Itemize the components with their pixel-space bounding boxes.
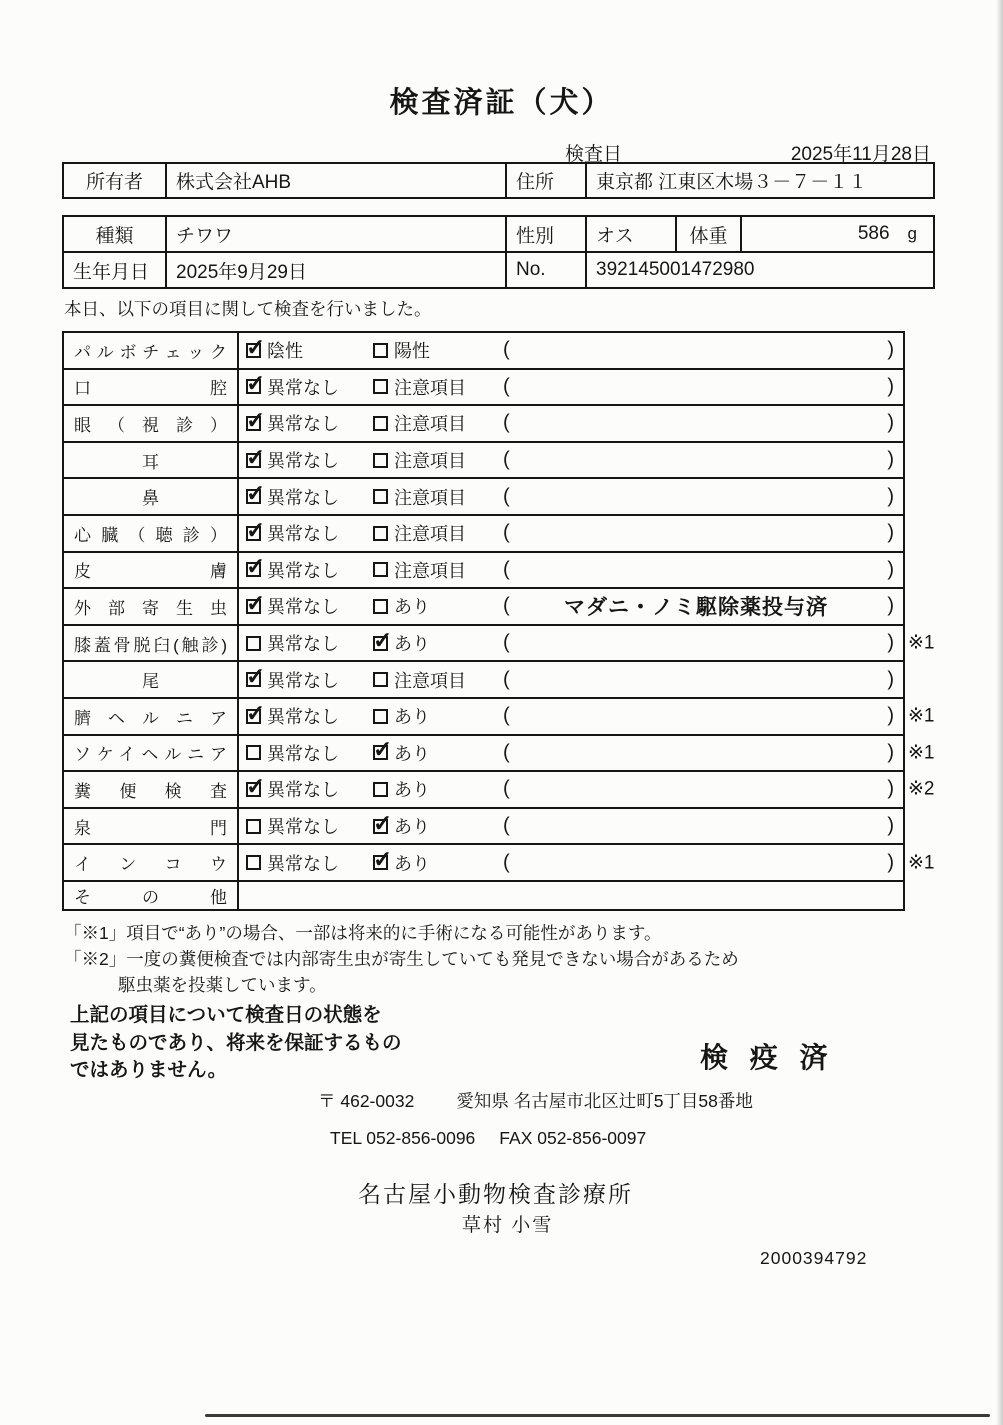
row-option-1 <box>246 447 339 473</box>
paren-close: ) <box>887 558 894 581</box>
disclaimer-line: ではありません。 <box>70 1059 228 1081</box>
option1-label: 異常なし <box>267 707 339 728</box>
option2-checkbox <box>373 453 388 468</box>
item-label-text: 外部寄生虫 <box>74 598 227 618</box>
item-result-cell <box>239 443 903 478</box>
address-value: 東京都 江東区木場３－７－１１ <box>596 172 868 193</box>
disclaimer-line: 上記の項目について検査日の状態を <box>70 1004 382 1026</box>
item-label-text: 鼻 <box>142 489 159 509</box>
type-label: 種類 <box>64 217 167 251</box>
option1-checkbox <box>246 672 261 687</box>
option1-checkbox <box>246 745 261 760</box>
option2-label: あり <box>394 634 430 655</box>
option2-label: あり <box>394 853 430 874</box>
paren-close: ) <box>887 851 894 874</box>
option1-checkbox <box>246 453 261 468</box>
paren-close: ) <box>887 411 894 434</box>
item-label-cell <box>64 845 239 880</box>
option1-checkbox <box>246 636 261 651</box>
option2-checkbox <box>373 636 388 651</box>
option2-checkbox <box>373 745 388 760</box>
item-label-text: パルボチェック <box>74 342 227 362</box>
item-result-cell <box>239 882 903 909</box>
option1-checkbox <box>246 782 261 797</box>
item-result-cell <box>239 553 903 588</box>
option1-checkbox <box>246 416 261 431</box>
no-label: No. <box>507 253 587 287</box>
option1-label: 異常なし <box>267 451 339 472</box>
row-option-2 <box>373 374 466 400</box>
paren-close: ) <box>887 448 894 471</box>
item-result-cell <box>239 370 903 405</box>
item-label-cell <box>64 516 239 551</box>
item-label-cell <box>64 699 239 734</box>
animal-table-row-1 <box>64 217 933 253</box>
paren-open: ( <box>503 631 510 654</box>
clinic-postal-code: 〒 462-0032 <box>318 1091 415 1111</box>
sex-value: オス <box>587 217 677 251</box>
row-option-1 <box>246 703 339 729</box>
row-footnote-mark: ※1 <box>908 705 935 727</box>
owner-table <box>62 162 935 199</box>
inspection-table-row <box>62 772 935 809</box>
paren-close: ) <box>887 338 894 361</box>
option2-label: あり <box>394 817 430 838</box>
inspection-table <box>62 331 935 911</box>
inspection-table-row <box>62 406 905 443</box>
row-option-2 <box>373 520 466 546</box>
row-option-2 <box>373 557 466 583</box>
sex-label: 性別 <box>507 217 587 251</box>
option1-label: 異常なし <box>267 853 339 874</box>
item-label-text: 臍ヘルニア <box>74 708 227 728</box>
veterinarian-name: 草村 小雪 <box>462 1215 554 1236</box>
item-label-cell <box>64 736 239 771</box>
row-footnote-mark: ※2 <box>908 778 935 800</box>
item-label-text: 尾 <box>142 672 159 692</box>
weight-label: 体重 <box>677 217 742 251</box>
row-option-2 <box>373 813 430 839</box>
inspection-table-row <box>62 699 935 736</box>
intro-text: 本日、以下の項目に関して検査を行いました。 <box>64 299 432 319</box>
paren-close: ) <box>887 668 894 691</box>
paren-close: ) <box>887 594 894 617</box>
row-option-1 <box>246 484 339 510</box>
item-result-cell <box>239 772 935 807</box>
disclaimer-line: 見たものであり、将来を保証するもの <box>70 1031 402 1054</box>
inspection-table-row <box>62 333 905 370</box>
footnotes <box>64 920 739 998</box>
inspection-table-row <box>62 443 905 480</box>
row-footnote-mark: ※1 <box>908 852 935 874</box>
item-result-cell <box>239 699 935 734</box>
item-label-text: ソケイヘルニア <box>74 745 227 765</box>
paren-open: ( <box>503 704 510 727</box>
paren-open: ( <box>503 448 510 471</box>
row-option-2 <box>373 593 430 619</box>
paren-close: ) <box>887 741 894 764</box>
option2-checkbox <box>373 709 388 724</box>
option1-checkbox <box>246 819 261 834</box>
animal-table-row-2 <box>64 253 933 287</box>
row-option-2 <box>373 484 466 510</box>
row-option-2 <box>373 447 466 473</box>
row-option-1 <box>246 667 339 693</box>
option2-label: 注意項目 <box>394 670 466 691</box>
option1-label: 異常なし <box>267 670 339 691</box>
page-title: 検査済証（犬） <box>389 87 614 119</box>
item-label-text: 泉門 <box>74 818 227 838</box>
row-option-2 <box>373 337 430 363</box>
inspection-date-value: 2025年11月28日 <box>790 144 931 165</box>
inspection-table-row <box>62 516 905 553</box>
paren-open: ( <box>503 338 510 361</box>
item-result-cell <box>239 333 903 368</box>
inspection-table-row <box>62 809 905 846</box>
item-label-cell <box>64 406 239 441</box>
disclaimer <box>70 1002 402 1085</box>
footnote-line: 「※2」一度の糞便検査では内部寄生虫が寄生していても発見できない場合があるため <box>64 949 739 969</box>
option2-label: あり <box>394 780 430 801</box>
paren-open: ( <box>503 777 510 800</box>
row-option-1 <box>246 850 339 876</box>
paren-open: ( <box>503 411 510 434</box>
item-label-text: その他 <box>74 887 227 907</box>
option2-checkbox <box>373 782 388 797</box>
option1-label: 異常なし <box>267 414 339 435</box>
option1-checkbox <box>246 855 261 870</box>
paren-close: ) <box>887 777 894 800</box>
owner-value: 株式会社AHB <box>167 164 507 197</box>
item-label-cell <box>64 553 239 588</box>
inspection-table-row <box>62 589 905 626</box>
row-option-2 <box>373 630 430 656</box>
weight-value: 586 <box>857 223 890 244</box>
option2-checkbox <box>373 855 388 870</box>
option2-label: 陽性 <box>394 341 430 362</box>
option2-checkbox <box>373 343 388 358</box>
row-option-1 <box>246 410 339 436</box>
inspection-table-row <box>62 626 935 663</box>
item-label-cell <box>64 333 239 368</box>
option1-checkbox <box>246 562 261 577</box>
item-result-cell <box>239 662 903 697</box>
item-result-cell <box>239 736 935 771</box>
item-label-text: インコウ <box>74 855 227 875</box>
row-option-1 <box>246 520 339 546</box>
serial-number: 2000394792 <box>760 1248 868 1268</box>
option1-label: 異常なし <box>267 597 339 618</box>
item-label-cell <box>64 809 239 844</box>
option2-checkbox <box>373 489 388 504</box>
paren-open: ( <box>503 594 510 617</box>
birthdate-label: 生年月日 <box>64 253 167 287</box>
option1-label: 異常なし <box>267 377 339 398</box>
item-result-cell <box>239 479 903 514</box>
row-option-1 <box>246 337 303 363</box>
inspection-table-row <box>62 736 935 773</box>
option1-checkbox <box>246 709 261 724</box>
option2-checkbox <box>373 819 388 834</box>
inspection-date-label: 検査日 <box>565 144 623 165</box>
paren-content: マダニ・ノミ駆除薬投与済 <box>564 596 828 620</box>
scan-bottom-artifact <box>205 1414 990 1417</box>
item-label-cell <box>64 370 239 405</box>
item-result-cell <box>239 516 903 551</box>
no-value: 392145001472980 <box>596 259 755 280</box>
option1-label: 異常なし <box>267 487 339 508</box>
inspection-table-row <box>62 662 905 699</box>
row-option-1 <box>246 776 339 802</box>
row-option-1 <box>246 813 339 839</box>
option2-checkbox <box>373 416 388 431</box>
paren-open: ( <box>503 375 510 398</box>
birthdate-value: 2025年9月29日 <box>167 253 507 287</box>
item-label-text: 口腔 <box>74 379 227 399</box>
clinic-fax: FAX 052-856-0097 <box>499 1128 647 1148</box>
option2-checkbox <box>373 526 388 541</box>
row-footnote-mark: ※1 <box>908 632 935 654</box>
item-label-text: 眼（視診） <box>74 415 227 435</box>
paren-close: ) <box>887 704 894 727</box>
option1-checkbox <box>246 489 261 504</box>
item-label-text: 耳 <box>142 452 159 472</box>
clinic-postal-line <box>318 1088 753 1113</box>
row-option-2 <box>373 667 466 693</box>
row-option-2 <box>373 850 430 876</box>
row-option-2 <box>373 410 466 436</box>
footnote-line: 駆虫薬を投薬しています。 <box>118 975 327 995</box>
row-option-1 <box>246 593 339 619</box>
paren-close: ) <box>887 485 894 508</box>
paren-close: ) <box>887 814 894 837</box>
option1-label: 異常なし <box>267 780 339 801</box>
paren-open: ( <box>503 741 510 764</box>
inspection-table-row <box>62 845 935 882</box>
option2-checkbox <box>373 672 388 687</box>
item-label-cell <box>64 589 239 624</box>
option2-label: 注意項目 <box>394 560 466 581</box>
weight-value-cell <box>742 217 933 251</box>
option2-label: 注意項目 <box>394 487 466 508</box>
type-value: チワワ <box>167 217 507 251</box>
item-label-cell <box>64 443 239 478</box>
option2-label: 注意項目 <box>394 414 466 435</box>
inspection-table-row <box>62 479 905 516</box>
option2-label: あり <box>394 707 430 728</box>
item-label-text: 心臓（聴診） <box>74 525 227 545</box>
row-option-1 <box>246 740 339 766</box>
item-result-cell <box>239 406 903 441</box>
row-option-2 <box>373 776 430 802</box>
paren-close: ) <box>887 375 894 398</box>
paren-open: ( <box>503 668 510 691</box>
item-label-text: 膝蓋骨脱臼(触診) <box>74 635 227 655</box>
option1-label: 異常なし <box>267 743 339 764</box>
weight-unit: g <box>907 224 917 243</box>
option2-label: 注意項目 <box>394 451 466 472</box>
row-option-1 <box>246 374 339 400</box>
option1-checkbox <box>246 343 261 358</box>
inspection-table-row <box>62 370 905 407</box>
option1-label: 陰性 <box>267 341 303 362</box>
inspection-table-row <box>62 882 905 911</box>
option1-label: 異常なし <box>267 560 339 581</box>
item-label-text: 皮膚 <box>74 562 227 582</box>
clinic-name: 名古屋小動物検査診療所 <box>358 1181 633 1207</box>
paren-open: ( <box>503 485 510 508</box>
option2-label: 注意項目 <box>394 524 466 545</box>
item-label-text: 糞便検査 <box>74 781 227 801</box>
paren-close: ) <box>887 631 894 654</box>
item-label-cell <box>64 882 239 909</box>
item-label-cell <box>64 772 239 807</box>
option1-label: 異常なし <box>267 634 339 655</box>
clinic-tel-line <box>330 1128 646 1149</box>
option2-label: あり <box>394 597 430 618</box>
option1-checkbox <box>246 599 261 614</box>
option1-checkbox <box>246 379 261 394</box>
item-result-cell <box>239 809 903 844</box>
quarantine-stamp: 検 疫 済 <box>700 1042 835 1073</box>
option2-checkbox <box>373 599 388 614</box>
animal-table <box>62 215 935 289</box>
option2-label: あり <box>394 743 430 764</box>
option2-checkbox <box>373 562 388 577</box>
item-label-cell <box>64 662 239 697</box>
clinic-tel: TEL 052-856-0096 <box>330 1128 476 1148</box>
inspection-table-row <box>62 553 905 590</box>
row-option-2 <box>373 740 430 766</box>
item-result-cell <box>239 845 935 880</box>
option1-checkbox <box>246 526 261 541</box>
item-result-cell <box>239 589 903 624</box>
option2-label: 注意項目 <box>394 377 466 398</box>
paren-open: ( <box>503 521 510 544</box>
row-option-1 <box>246 630 339 656</box>
clinic-address: 愛知県 名古屋市北区辻町5丁目58番地 <box>456 1091 753 1111</box>
paren-close: ) <box>887 521 894 544</box>
item-label-cell <box>64 479 239 514</box>
option2-checkbox <box>373 379 388 394</box>
row-option-1 <box>246 557 339 583</box>
option1-label: 異常なし <box>267 817 339 838</box>
paren-open: ( <box>503 814 510 837</box>
row-option-2 <box>373 703 430 729</box>
item-result-cell <box>239 626 935 661</box>
option1-label: 異常なし <box>267 524 339 545</box>
row-footnote-mark: ※1 <box>908 742 935 764</box>
item-label-cell <box>64 626 239 661</box>
paren-open: ( <box>503 558 510 581</box>
paren-open: ( <box>503 851 510 874</box>
owner-label: 所有者 <box>64 164 167 197</box>
address-label: 住所 <box>507 164 587 197</box>
footnote-line: 「※1」項目で“あり”の場合、一部は将来的に手術になる可能性があります。 <box>64 923 662 943</box>
scan-edge-artifact <box>996 0 1003 1425</box>
